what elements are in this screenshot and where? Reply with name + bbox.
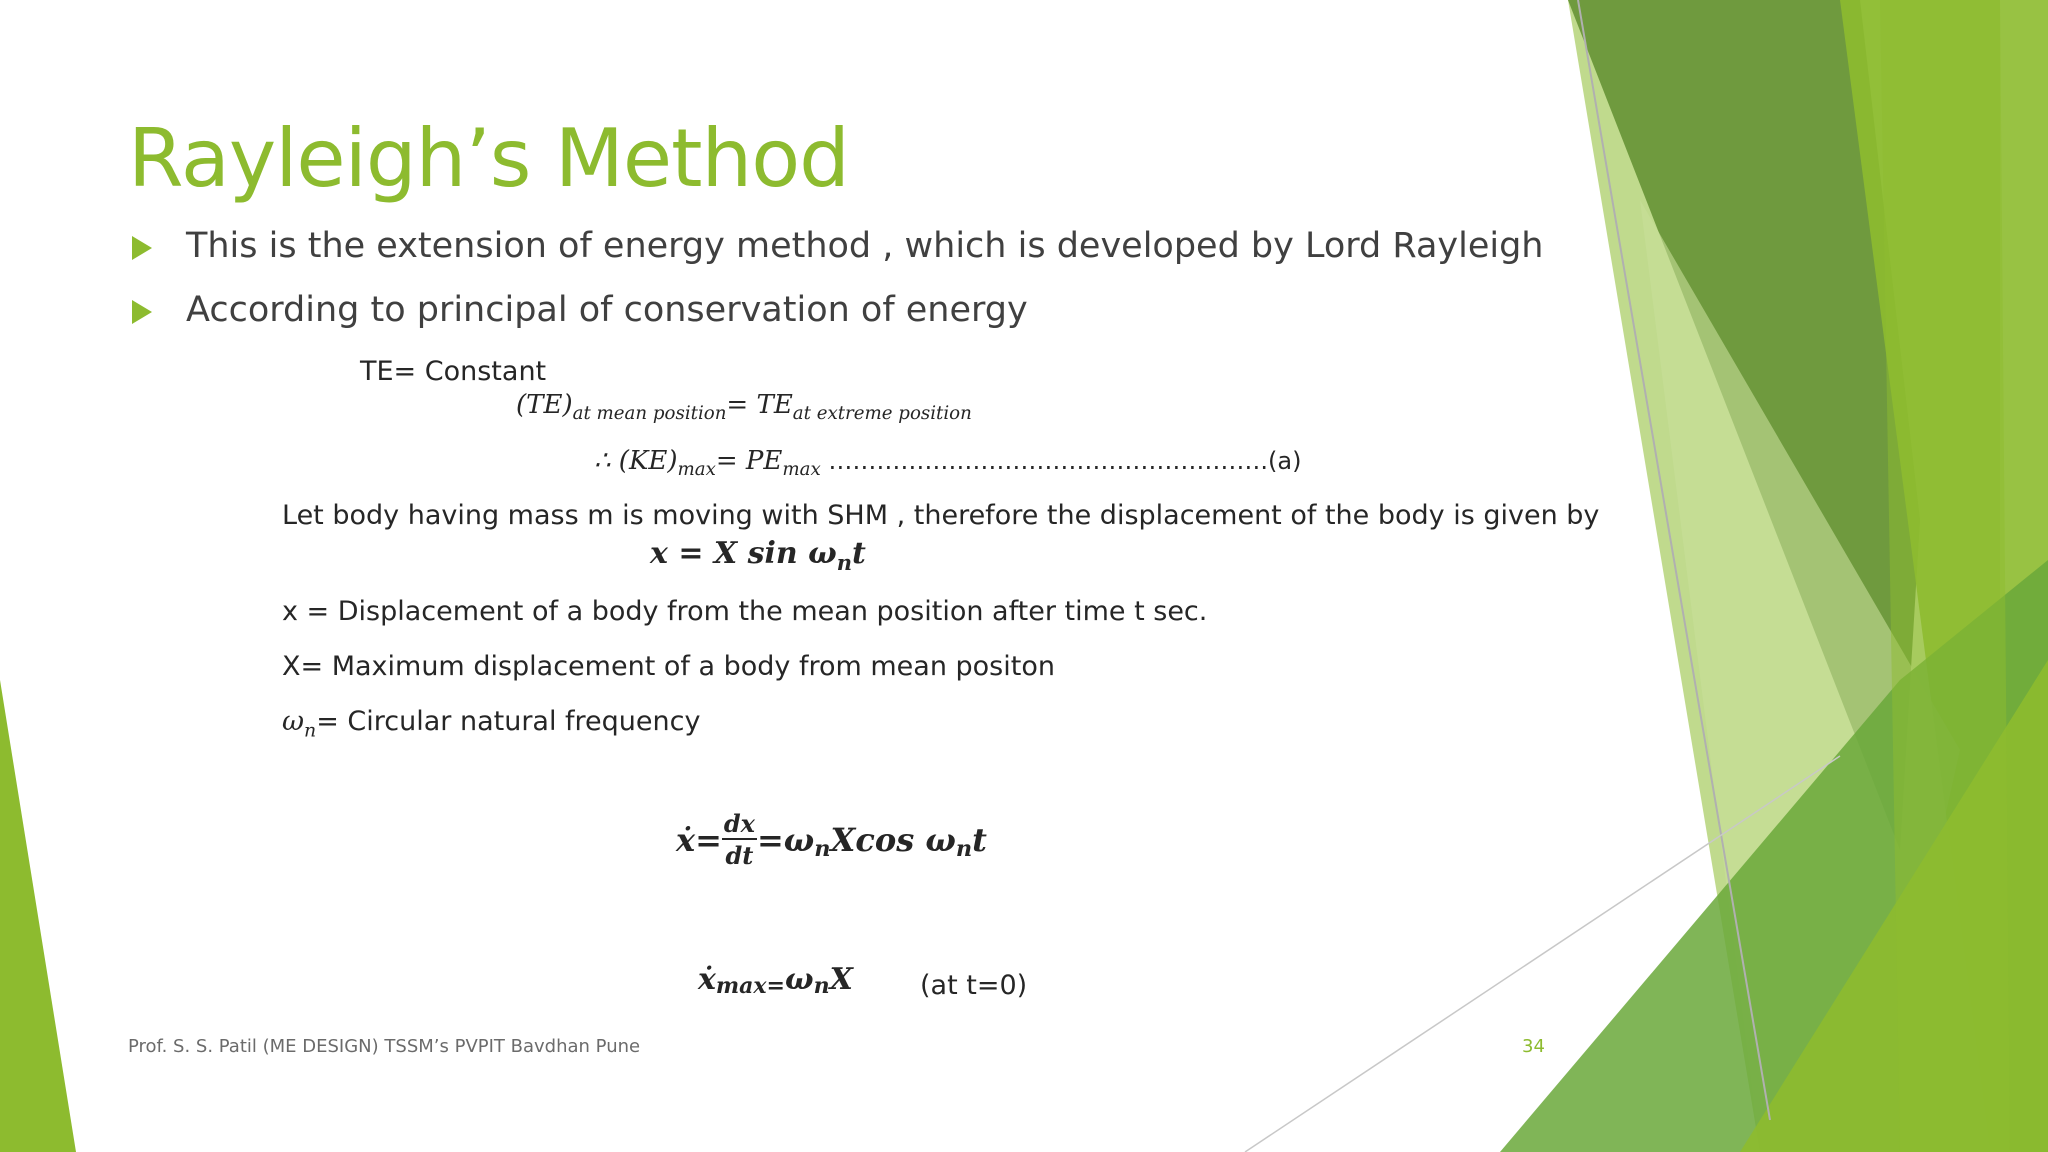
eq-vel-frac-num: dx bbox=[723, 809, 755, 838]
eq-ke-tail: ……………………………………………….(a) bbox=[820, 447, 1302, 475]
bullet-item-1: This is the extension of energy method , which is developed by Lord Rayleigh bbox=[186, 226, 1544, 266]
eq-disp-text: x = X sin ω bbox=[650, 536, 837, 571]
eq-vmax-rest: X bbox=[829, 962, 853, 997]
definition-omega bbox=[282, 706, 700, 741]
eq-vmax-lhs: ẋ bbox=[698, 962, 716, 997]
deco-facet bbox=[1880, 0, 2010, 1152]
eq-vel-rest-sub: n bbox=[955, 835, 973, 862]
equation-displacement bbox=[650, 536, 866, 575]
deco-facet bbox=[0, 680, 76, 1152]
eq-te-lhs: (TE) bbox=[516, 390, 573, 420]
eq-vel-mid: =ω bbox=[756, 821, 815, 859]
shm-sentence: Let body having mass m is moving with SHM , therefore the displacement of the body is given by bbox=[282, 500, 1600, 531]
eq-te-eq: = TE bbox=[726, 390, 793, 420]
def-omega-sub: n bbox=[304, 719, 317, 742]
eq-vmax-mid: ω bbox=[784, 962, 814, 997]
eq-te-lhs-sub: at mean position bbox=[572, 403, 727, 425]
equation-velocity bbox=[676, 809, 987, 870]
eq-vmax-mid-sub: n bbox=[813, 973, 830, 1000]
def-omega-symbol: ω bbox=[282, 706, 305, 737]
definition-X: X= Maximum displacement of a body from mean positon bbox=[282, 651, 1055, 682]
footer-author: Prof. S. S. Patil (ME DESIGN) TSSM’s PVPIT Bavdhan Pune bbox=[128, 1036, 641, 1057]
eq-ke-rhs-sub: max bbox=[782, 459, 821, 481]
page-number: 34 bbox=[1522, 1036, 1545, 1057]
definition-x: x = Displacement of a body from the mean position after time t sec. bbox=[282, 596, 1208, 627]
bullet-arrow-icon bbox=[132, 300, 152, 324]
eq-ke-prefix: ∴ (KE) bbox=[594, 446, 678, 476]
equation-ke bbox=[594, 446, 1301, 480]
vmax-note: (at t=0) bbox=[920, 970, 1028, 1001]
eq-vmax-lhs-sub: max= bbox=[715, 973, 785, 1000]
bullet-item-2: According to principal of conservation of energy bbox=[186, 290, 1028, 330]
eq-vel-frac-den: dt bbox=[725, 841, 754, 870]
eq-vel-rest: Xcos ω bbox=[830, 821, 956, 859]
eq-ke-eq: = PE bbox=[715, 446, 783, 476]
eq-disp-tail: t bbox=[852, 536, 866, 571]
eq-vel-tail: t bbox=[972, 821, 987, 859]
eq-te-rhs-sub: at extreme position bbox=[792, 403, 972, 425]
slide-title: Rayleigh’s Method bbox=[128, 112, 849, 205]
eq-disp-sub: n bbox=[836, 550, 853, 575]
eq-vel-lhs: ẋ= bbox=[676, 821, 722, 859]
eq-vel-mid-sub: n bbox=[814, 835, 831, 862]
equation-te bbox=[516, 390, 972, 424]
equation-vmax bbox=[698, 962, 853, 999]
bullet-arrow-icon bbox=[132, 236, 152, 260]
te-constant: TE= Constant bbox=[360, 356, 547, 387]
eq-ke-lhs-sub: max bbox=[677, 459, 716, 481]
eq-vel-fraction bbox=[722, 809, 757, 870]
def-omega-text: = Circular natural frequency bbox=[316, 706, 701, 737]
